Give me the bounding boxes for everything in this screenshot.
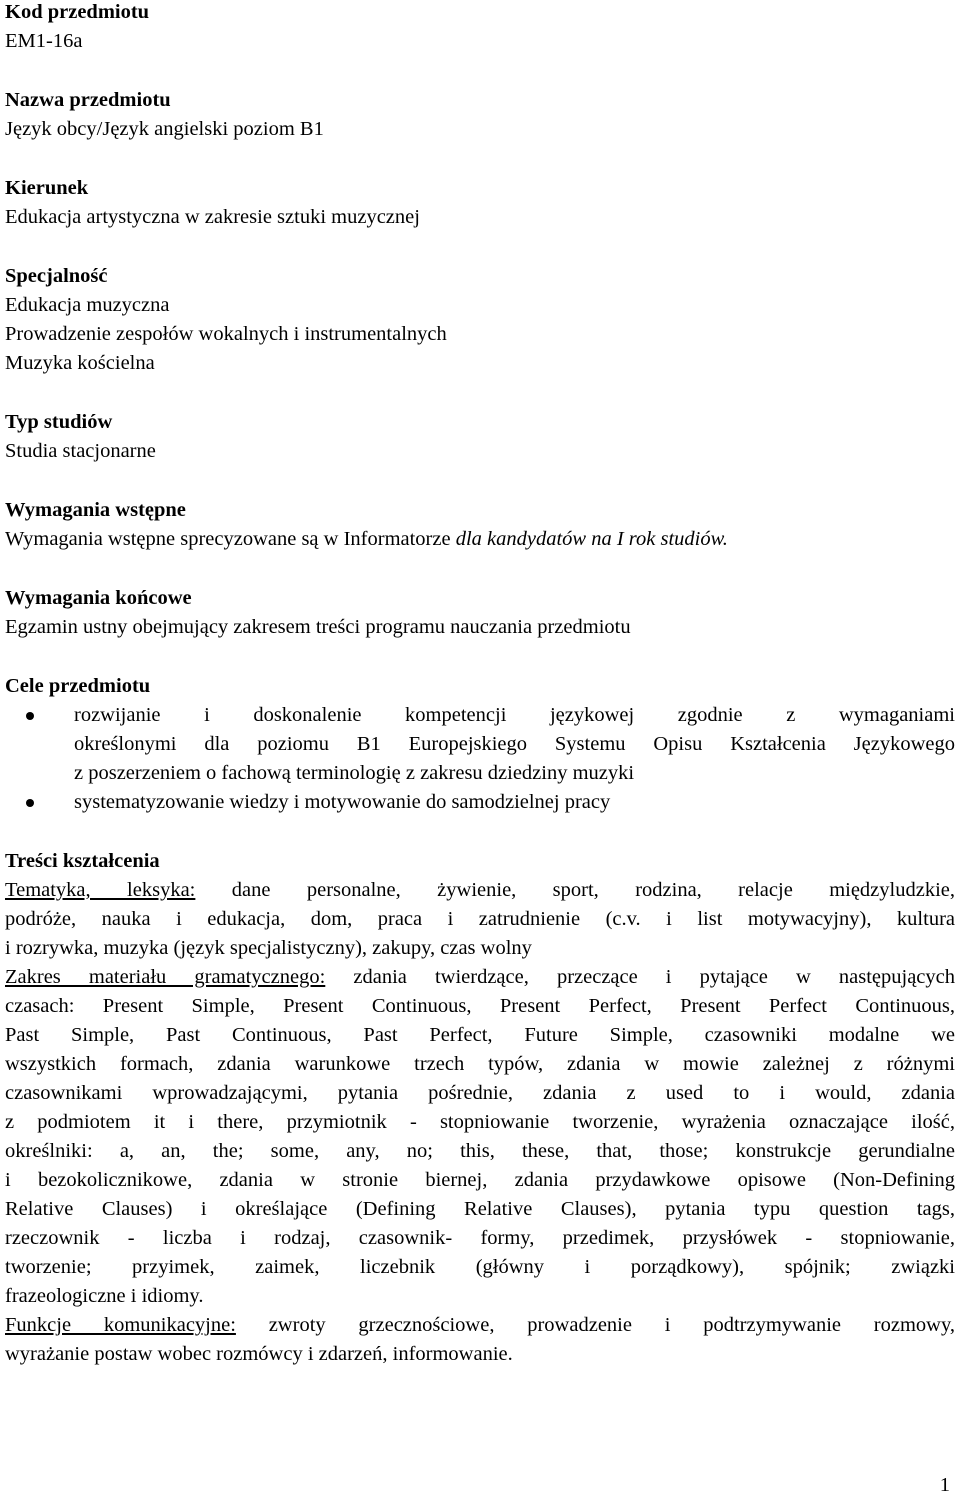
bullet-icon bbox=[26, 799, 34, 807]
zakres-line: tworzenie; przyimek, zaimek, liczebnik (główny i porządkowy), spójnik; związki bbox=[5, 1256, 955, 1278]
section-wymagania-wstepne bbox=[5, 498, 955, 556]
zakres-line: Relative Clauses) i określające (Defining Relative Clauses), pytania typu question tags, bbox=[5, 1198, 955, 1220]
section-value: Edukacja artystyczna w zakresie sztuki muzycznej bbox=[5, 206, 420, 228]
section-nazwa bbox=[5, 88, 955, 146]
zakres-line: i bezokolicznikowe, zdania w stronie biernej, zdania przydawkowe opisowe (Non-Defining bbox=[5, 1169, 955, 1191]
list-item-line: rozwijanie i doskonalenie kompetencji językowej zgodnie z wymaganiami bbox=[74, 704, 955, 726]
section-heading: Kierunek bbox=[5, 177, 89, 199]
specjalnosc-item: Edukacja muzyczna bbox=[5, 294, 170, 316]
list-item bbox=[5, 703, 955, 790]
list-item-line: systematyzowanie wiedzy i motywowanie do samodzielnej pracy bbox=[74, 791, 611, 813]
section-value: EM1-16a bbox=[5, 30, 83, 52]
zakres-line: frazeologiczne i idiomy. bbox=[5, 1285, 204, 1307]
zakres-line: z podmiotem it i there, przymiotnik - stopniowanie tworzenie, wyrażenia oznaczające ilość, bbox=[5, 1111, 955, 1133]
page-number: 1 bbox=[939, 1474, 950, 1496]
cele-list bbox=[5, 703, 955, 819]
section-wymagania-koncowe bbox=[5, 586, 955, 644]
section-value: Język obcy/Język angielski poziom B1 bbox=[5, 118, 324, 140]
document-page bbox=[5, 0, 955, 1371]
specjalnosc-item: Muzyka kościelna bbox=[5, 352, 155, 374]
section-heading: Treści kształcenia bbox=[5, 850, 160, 872]
section-tresci bbox=[5, 849, 955, 1371]
value-italic: dla kandydatów na I rok studiów. bbox=[455, 528, 728, 550]
list-item-line: określonymi dla poziomu B1 Europejskiego Systemu Opisu Kształcenia Językowego bbox=[74, 733, 955, 755]
list-item bbox=[5, 790, 955, 819]
zakres-line: czasach: Present Simple, Present Continuous, Present Perfect, Present Perfect Continuous, bbox=[5, 995, 955, 1017]
value-normal: Wymagania wstępne sprecyzowane są w Informatorze bbox=[5, 528, 456, 550]
tematyka-label: Tematyka, leksyka: bbox=[5, 879, 196, 901]
specjalnosc-item: Prowadzenie zespołów wokalnych i instrumentalnych bbox=[5, 323, 447, 345]
funkcje-label: Funkcje komunikacyjne: bbox=[5, 1314, 236, 1336]
section-value bbox=[5, 527, 955, 556]
section-heading: Kod przedmiotu bbox=[5, 1, 150, 23]
zakres-line: Zakres materiału gramatycznego: zdania twierdzące, przeczące i pytające w następujących bbox=[5, 966, 955, 988]
section-heading: Nazwa przedmiotu bbox=[5, 89, 171, 111]
zakres-line: określniki: a, an, the; some, any, no; this, these, that, those; konstrukcje gerundialne bbox=[5, 1140, 955, 1162]
list-item-line: z poszerzeniem o fachową terminologię z zakresu dziedziny muzyki bbox=[74, 762, 635, 784]
tematyka-line: i rozrywka, muzyka (język specjalistyczny), zakupy, czas wolny bbox=[5, 937, 532, 959]
funkcje-line: wyrażanie postaw wobec rozmówcy i zdarzeń, informowanie. bbox=[5, 1343, 513, 1365]
bullet-icon bbox=[26, 712, 34, 720]
section-heading: Typ studiów bbox=[5, 411, 113, 433]
section-kierunek bbox=[5, 176, 955, 234]
section-value: Egzamin ustny obejmujący zakresem treści programu nauczania przedmiotu bbox=[5, 616, 631, 638]
section-heading: Cele przedmiotu bbox=[5, 675, 151, 697]
section-specjalnosc bbox=[5, 264, 955, 380]
funkcje-line: Funkcje komunikacyjne: zwroty grzecznościowe, prowadzenie i podtrzymywanie rozmowy, bbox=[5, 1314, 955, 1336]
tematyka-line: podróże, nauka i edukacja, dom, praca i zatrudnienie (c.v. i list motywacyjny), kultura bbox=[5, 908, 955, 930]
tematyka-line: Tematyka, leksyka: dane personalne, żywienie, sport, rodzina, relacje międzyludzkie, bbox=[5, 879, 955, 901]
section-value: Studia stacjonarne bbox=[5, 440, 156, 462]
zakres-line: Past Simple, Past Continuous, Past Perfect, Future Simple, czasowniki modalne we bbox=[5, 1024, 955, 1046]
section-kod bbox=[5, 0, 955, 58]
section-heading: Wymagania końcowe bbox=[5, 587, 192, 609]
zakres-line: czasownikami wprowadzającymi, pytania pośrednie, zdania z used to i would, zdania bbox=[5, 1082, 955, 1104]
section-typ bbox=[5, 410, 955, 468]
section-cele bbox=[5, 674, 955, 819]
zakres-line: rzeczownik - liczba i rodzaj, czasownik- formy, przedimek, przysłówek - stopniowanie, bbox=[5, 1227, 955, 1249]
zakres-label: Zakres materiału gramatycznego: bbox=[5, 966, 326, 988]
section-heading: Wymagania wstępne bbox=[5, 499, 186, 521]
zakres-line: wszystkich formach, zdania warunkowe trzech typów, zdania w mowie zależnej z różnymi bbox=[5, 1053, 955, 1075]
section-heading: Specjalność bbox=[5, 265, 108, 287]
